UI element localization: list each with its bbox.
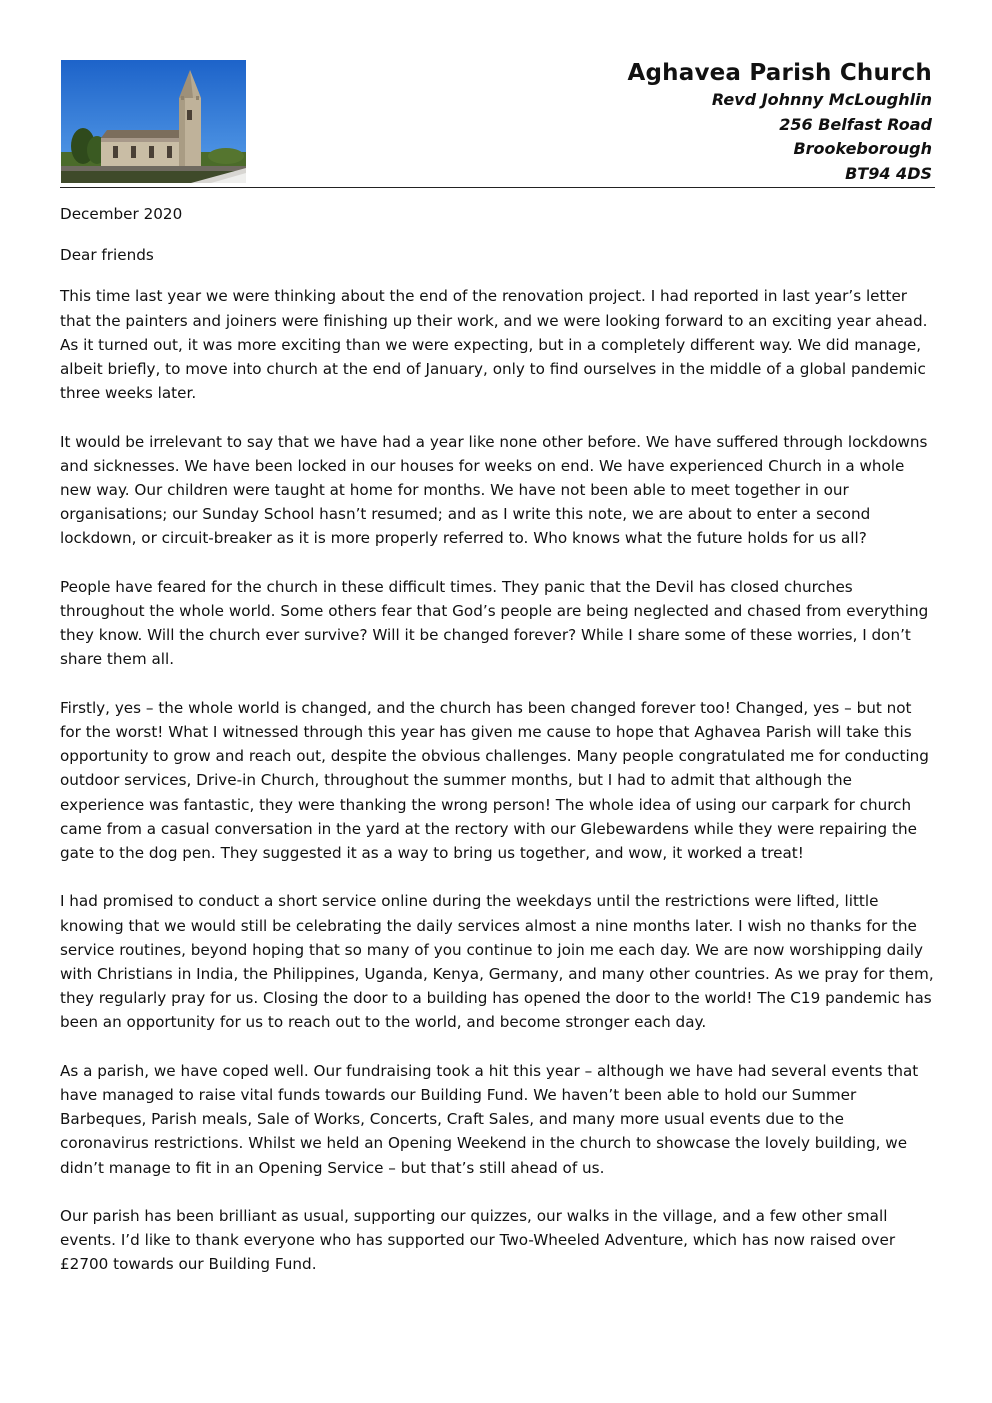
letter-paragraph: As a parish, we have coped well. Our fundraising took a hit this year – although we have had several events that have managed to raise vital funds towards our Building Fund. We haven’t been able to hold our Summer Barbeques, Parish meals, Sale of Works, Concerts, Craft Sales, and many more usual events due to the coronavirus restrictions. Whilst we held an Opening Weekend in the church to showcase the lovely building, we didn’t manage to fit in an Opening Service – but that’s still ahead of us.	[60, 1061, 919, 1177]
address-line-1: 256 Belfast Road	[779, 114, 932, 134]
church-photo	[61, 60, 246, 183]
letter-paragraph: I had promised to conduct a short service online during the weekdays until the restrictions were lifted, little knowing that we would still be celebrating the daily services almost a nine months later. I wish no thanks for the service routines, beyond hoping that so many of you continue to join me each day. We are now worshipping daily with Christians in India, the Philippines, Uganda, Kenya, Germany, and many other countries. As we pray for them, they regularly pray for us. Closing the door to a building has opened the door to the world! The C19 pandemic has been an opportunity for us to reach out to the world, and become stronger each day.	[60, 892, 934, 1032]
letter-paragraph: It would be irrelevant to say that we have had a year like none other before. We have suffered through lockdowns and sicknesses. We have been locked in our houses for weeks on end. We have experienced Church in a whole new way. Our children were taught at home for months. We have not been able to meet together in our organisations; our Sunday School hasn’t resumed; and as I write this note, we are about to enter a second lockdown, or circuit-breaker as it is more properly referred to. Who knows what the future holds for us all?	[60, 432, 928, 548]
letterhead	[627, 58, 932, 186]
letter-date: December 2020	[60, 205, 183, 223]
letter-paragraph: Firstly, yes – the whole world is changed, and the church has been changed forever too! Changed, yes – but not for the worst! What I witnessed through this year has given me cause to hope that Aghavea Parish will take this opportunity to grow and reach out, despite the obvious challenges. Many people congratulated me for conducting outdoor services, Drive-in Church, throughout the summer months, but I had to admit that although the experience was fantastic, they were thanking the wrong person! The whole idea of using our carpark for church came from a casual conversation in the yard at the rectory with our Glebewardens while they were repairing the gate to the dog pen. They suggested it as a way to bring us together, and wow, it worked a treat!	[60, 698, 929, 863]
address-line-2: Brookeborough	[793, 139, 932, 158]
header-divider	[60, 187, 935, 188]
minister-name: Revd Johnny McLoughlin	[711, 90, 932, 109]
letter-paragraph: Our parish has been brilliant as usual, supporting our quizzes, our walks in the village, and a few other small events. I’d like to thank everyone who has supported our Two-Wheeled Adventure, which has now raised over £2700 towards our Building Fund.	[60, 1207, 896, 1274]
letter-greeting: Dear friends	[60, 246, 154, 265]
church-name: Aghavea Parish Church	[627, 60, 932, 86]
letter-paragraph: People have feared for the church in these difficult times. They panic that the Devil has closed churches throughout the whole world. Some others fear that God’s people are being neglected and chased from everything they know. Will the church ever survive? Will it be changed forever? While I share some of these worries, I don’t share them all.	[60, 577, 929, 669]
church-photo-image	[61, 60, 246, 183]
letter-paragraph: This time last year we were thinking about the end of the renovation project. I had reported in last year’s letter that the painters and joiners were finishing up their work, and we were looking forward to an exciting year ahead. As it turned out, it was more exciting than we were expecting, but in a completely different way. We did manage, albeit briefly, to move into church at the end of January, only to find ourselves in the middle of a global pandemic three weeks later.	[60, 287, 928, 403]
postcode: BT94 4DS	[845, 163, 932, 183]
letter-body	[60, 202, 935, 1301]
